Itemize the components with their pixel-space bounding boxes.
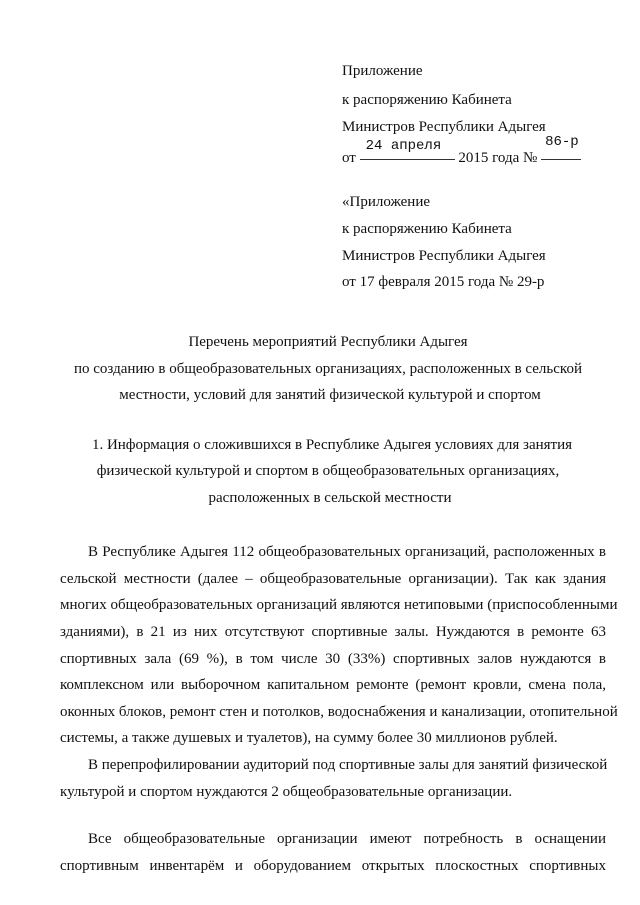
quoted-cabinet-name: Министров Республики Адыгея (342, 248, 546, 264)
paragraph-1-line-2: сельской местности (далее – общеобразовательные организации). Так как здания (60, 571, 606, 587)
appendix-label: Приложение (342, 63, 423, 79)
document-title-line-3: местности, условий для занятий физической культурой и спортом (119, 387, 541, 403)
date-year: 2015 года № (458, 150, 538, 166)
number-handwritten: 86-р (545, 134, 579, 150)
paragraph-3-line-1: Все общеобразовательные организации имеют потребность в оснащении (88, 831, 606, 847)
cabinet-name: Министров Республики Адыгея (342, 119, 546, 135)
paragraph-1-line-3: многих общеобразовательных организаций являются нетиповыми (приспособленными (60, 597, 618, 613)
quoted-order-reference: к распоряжению Кабинета (342, 221, 512, 237)
order-date-line (342, 134, 581, 167)
paragraph-2-line-1: В перепрофилировании аудиторий под спортивные залы для занятий физической (88, 757, 608, 773)
paragraph-1-line-8: системы, а также душевых и туалетов), на сумму более 30 миллионов рублей. (60, 730, 558, 746)
quoted-order-date: от 17 февраля 2015 года № 29-р (342, 274, 545, 290)
section-heading-line-2: физической культурой и спортом в общеобразовательных организациях, (96, 463, 560, 479)
number-field (541, 134, 581, 160)
paragraph-1-line-6: комплексном или выборочном капитальном ремонте (ремонт кровли, смена пола, (60, 677, 606, 693)
section-heading-line-3: расположенных в сельской местности (208, 490, 452, 506)
document-title-line-2: по созданию в общеобразовательных организациях, расположенных в сельской (74, 361, 582, 377)
paragraph-1-line-5: спортивных зала (69 %), в том числе 30 (33%) спортивных залов нуждаются в (60, 651, 606, 667)
paragraph-1-line-1: В Республике Адыгея 112 общеобразовательных организаций, расположенных в (88, 544, 606, 560)
document-title-line-1: Перечень мероприятий Республики Адыгея (188, 334, 468, 350)
order-reference: к распоряжению Кабинета (342, 92, 512, 108)
paragraph-1-line-7: оконных блоков, ремонт стен и потолков, водоснабжения и канализации, отопительной (60, 704, 618, 720)
quoted-appendix-label: «Приложение (342, 194, 431, 210)
paragraph-3-line-2: спортивным инвентарём и оборудованием открытых плоскостных спортивных (60, 858, 606, 874)
paragraph-1-line-4: зданиями), в 21 из них отсутствуют спортивные залы. Нуждаются в ремонте 63 (60, 624, 606, 640)
section-heading-line-1: 1. Информация о сложившихся в Республике Адыгея условиях для занятия (91, 437, 573, 453)
date-field (360, 138, 455, 160)
paragraph-2-line-2: культурой и спортом нуждаются 2 общеобразовательные организации. (60, 784, 513, 800)
date-handwritten: 24 апреля (365, 138, 442, 154)
date-prefix: от (342, 150, 356, 166)
